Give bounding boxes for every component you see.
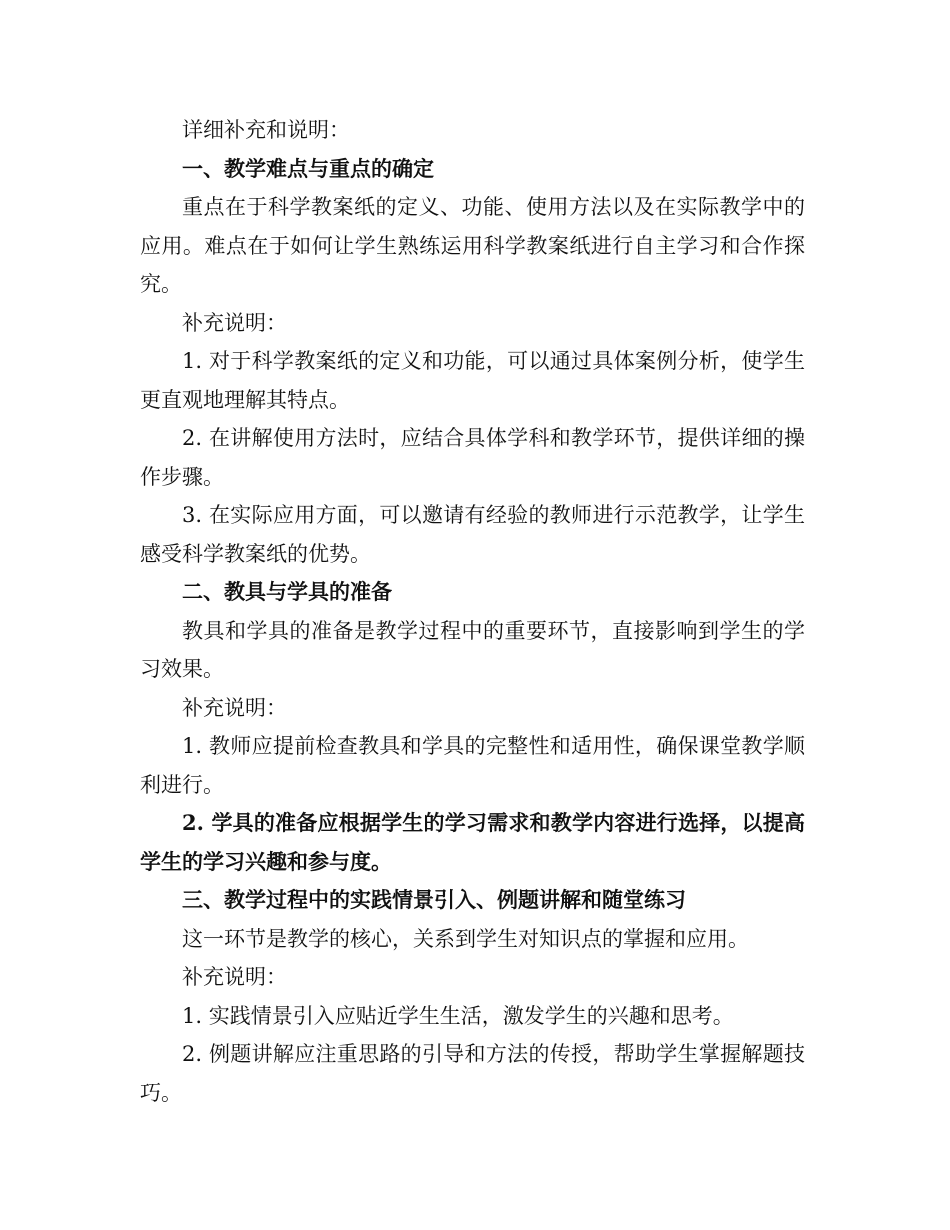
paragraph-supplement-label: 补充说明：: [182, 695, 287, 720]
list-item: 1. 实践情景引入应贴近学生生活，激发学生的兴趣和思考。: [182, 1003, 734, 1028]
list-item: 1. 对于科学教案纸的定义和功能，可以通过具体案例分析，使学生更直观地理解其特点。: [140, 349, 805, 412]
list-item-bold: 2. 学具的准备应根据学生的学习需求和教学内容进行选择，以提高学生的学习兴趣和参与度。: [140, 810, 805, 874]
paragraph-intro: 详细补充和说明：: [182, 118, 350, 142]
paragraph-supplement-label: 补充说明：: [182, 310, 287, 335]
paragraph-supplement-label: 补充说明：: [182, 965, 287, 989]
paragraph-tools: 教具和学具的准备是教学过程中的重要环节，直接影响到学生的学习效果。: [140, 618, 805, 681]
document-page: [140, 111, 805, 1112]
list-item: 2. 在讲解使用方法时，应结合具体学科和教学环节，提供详细的操作步骤。: [140, 426, 805, 489]
section-heading-3: 三、教学过程中的实践情景引入、例题讲解和随堂练习: [182, 887, 686, 912]
list-item: 1. 教师应提前检查教具和学具的完整性和适用性，确保课堂教学顺利进行。: [140, 734, 805, 797]
paragraph-core: 这一环节是教学的核心，关系到学生对知识点的掌握和应用。: [182, 926, 749, 951]
paragraph-key-points: 重点在于科学教案纸的定义、功能、使用方法以及在实际教学中的应用。难点在于如何让学生熟练运用科学教案纸进行自主学习和合作探究。: [140, 195, 805, 296]
section-heading-1: 一、教学难点与重点的确定: [182, 155, 434, 181]
list-item: 2. 例题讲解应注重思路的引导和方法的传授，帮助学生掌握解题技巧。: [140, 1042, 805, 1105]
list-item: 3. 在实际应用方面，可以邀请有经验的教师进行示范教学，让学生感受科学教案纸的优势。: [140, 503, 805, 566]
section-heading-2: 二、教具与学具的准备: [182, 579, 392, 604]
